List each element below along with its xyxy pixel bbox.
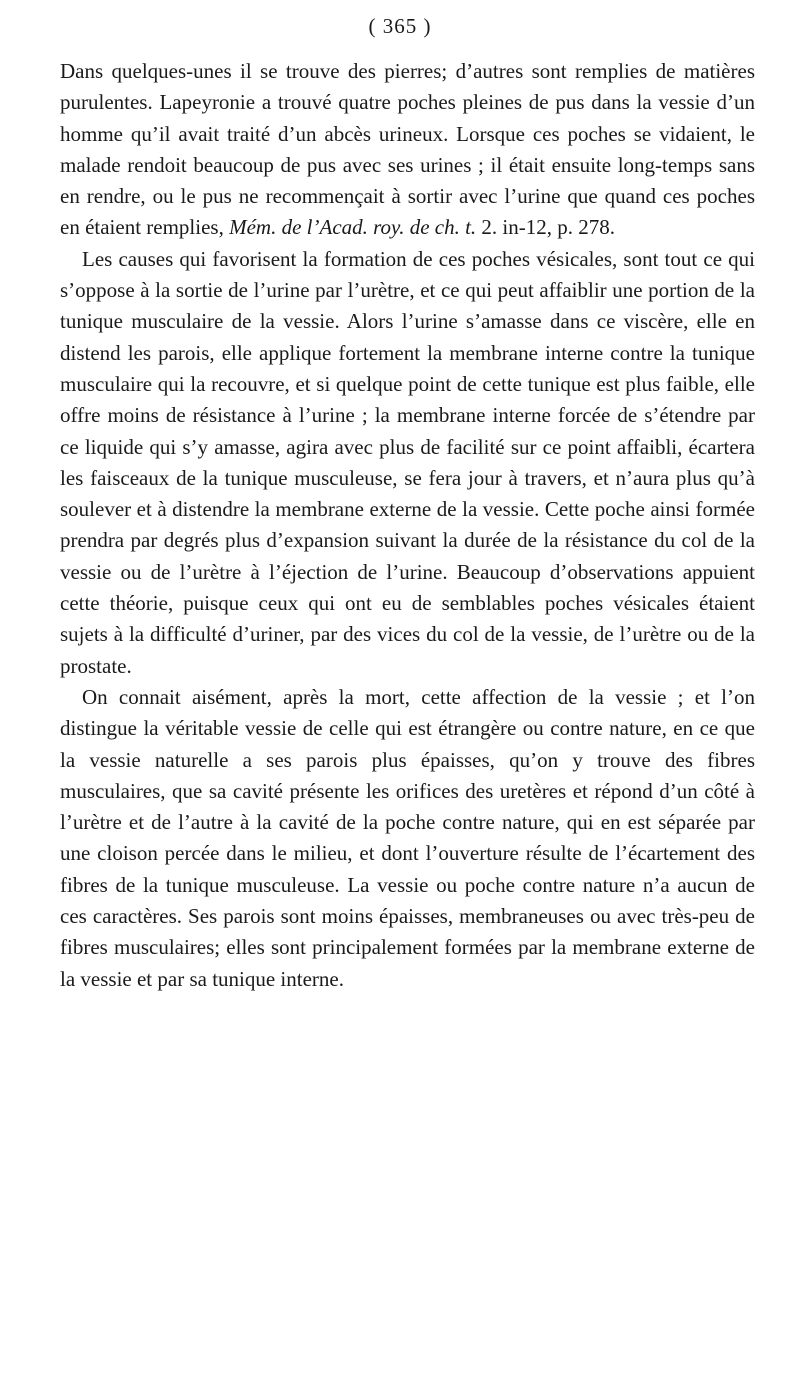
citation: Mém. de l’Acad. roy. de ch. t.	[229, 215, 477, 240]
paragraph-1	[60, 56, 755, 244]
paragraph-1-text: Dans quelques-unes il se trouve des pierres; d’autres sont remplies de matières purulentes. Lapeyronie a trouvé quatre poches pleines de pus dans la vessie d’un homme qu’il avait traité d’un abcès urineux. Lorsque ces poches se vidaient, le malade rendoit beaucoup de pus avec ses urines ; il était ensuite long-temps sans en rendre, ou le pus ne recommençait à sortir avec l’urine que quand ces poches en étaient remplies,	[60, 59, 755, 240]
paragraph-3: On connait aisément, après la mort, cette affection de la vessie ; et l’on distingue la véritable vessie de celle qui est étrangère ou contre nature, en ce que la vessie naturelle a ses parois plus épaisses, qu’on y trouve des fibres musculaires, que sa cavité présente les orifices des uretères et répond d’un côté à l’urètre et de l’autre à la cavité de la poche contre nature, qui en est séparée par une cloison percée dans le milieu, et dont l’ouverture résulte de l’écartement des fibres de la tunique musculeuse. La vessie ou poche contre nature n’a aucun de ces caractères. Ses parois sont moins épaisses, membraneuses ou avec très-peu de fibres musculaires; elles sont principalement formées par la membrane externe de la vessie et par sa tunique interne.	[60, 684, 755, 991]
paragraph-2: Les causes qui favorisent la formation de ces poches vésicales, sont tout ce qui s’oppose à la sortie de l’urine par l’urètre, et ce qui peut affaiblir une portion de la tunique musculaire de la vessie. Alors l’urine s’amasse dans ce viscère, elle en distend les parois, elle applique fortement la membrane interne contre la tunique musculaire qui la recouvre, et si quelque point de cette tunique est plus faible, elle offre moins de résistance à l’urine ; la membrane interne forcée de s’étendre par ce liquide qui s’y amasse, agira avec plus de facilité sur ce point affaibli, écartera les faisceaux de la tunique musculeuse, se fera jour à travers, et n’aura plus qu’à soulever et à distendre la membrane externe de la vessie. Cette poche ainsi formée prendra par degrés plus d’expansion suivant la durée de la résistance du col de la vessie ou de l’urètre à l’éjection de l’urine. Beaucoup d’observations appuient cette théorie, puisque ceux qui ont eu de semblables poches vésicales étaient sujets à la difficulté d’uriner, par des vices du col de la vessie, de l’urètre ou de la prostate.	[60, 246, 755, 678]
citation-details: 2. in-12, p. 278.	[481, 215, 615, 240]
page-number: ( 365 )	[368, 14, 432, 38]
body-text	[60, 56, 755, 995]
